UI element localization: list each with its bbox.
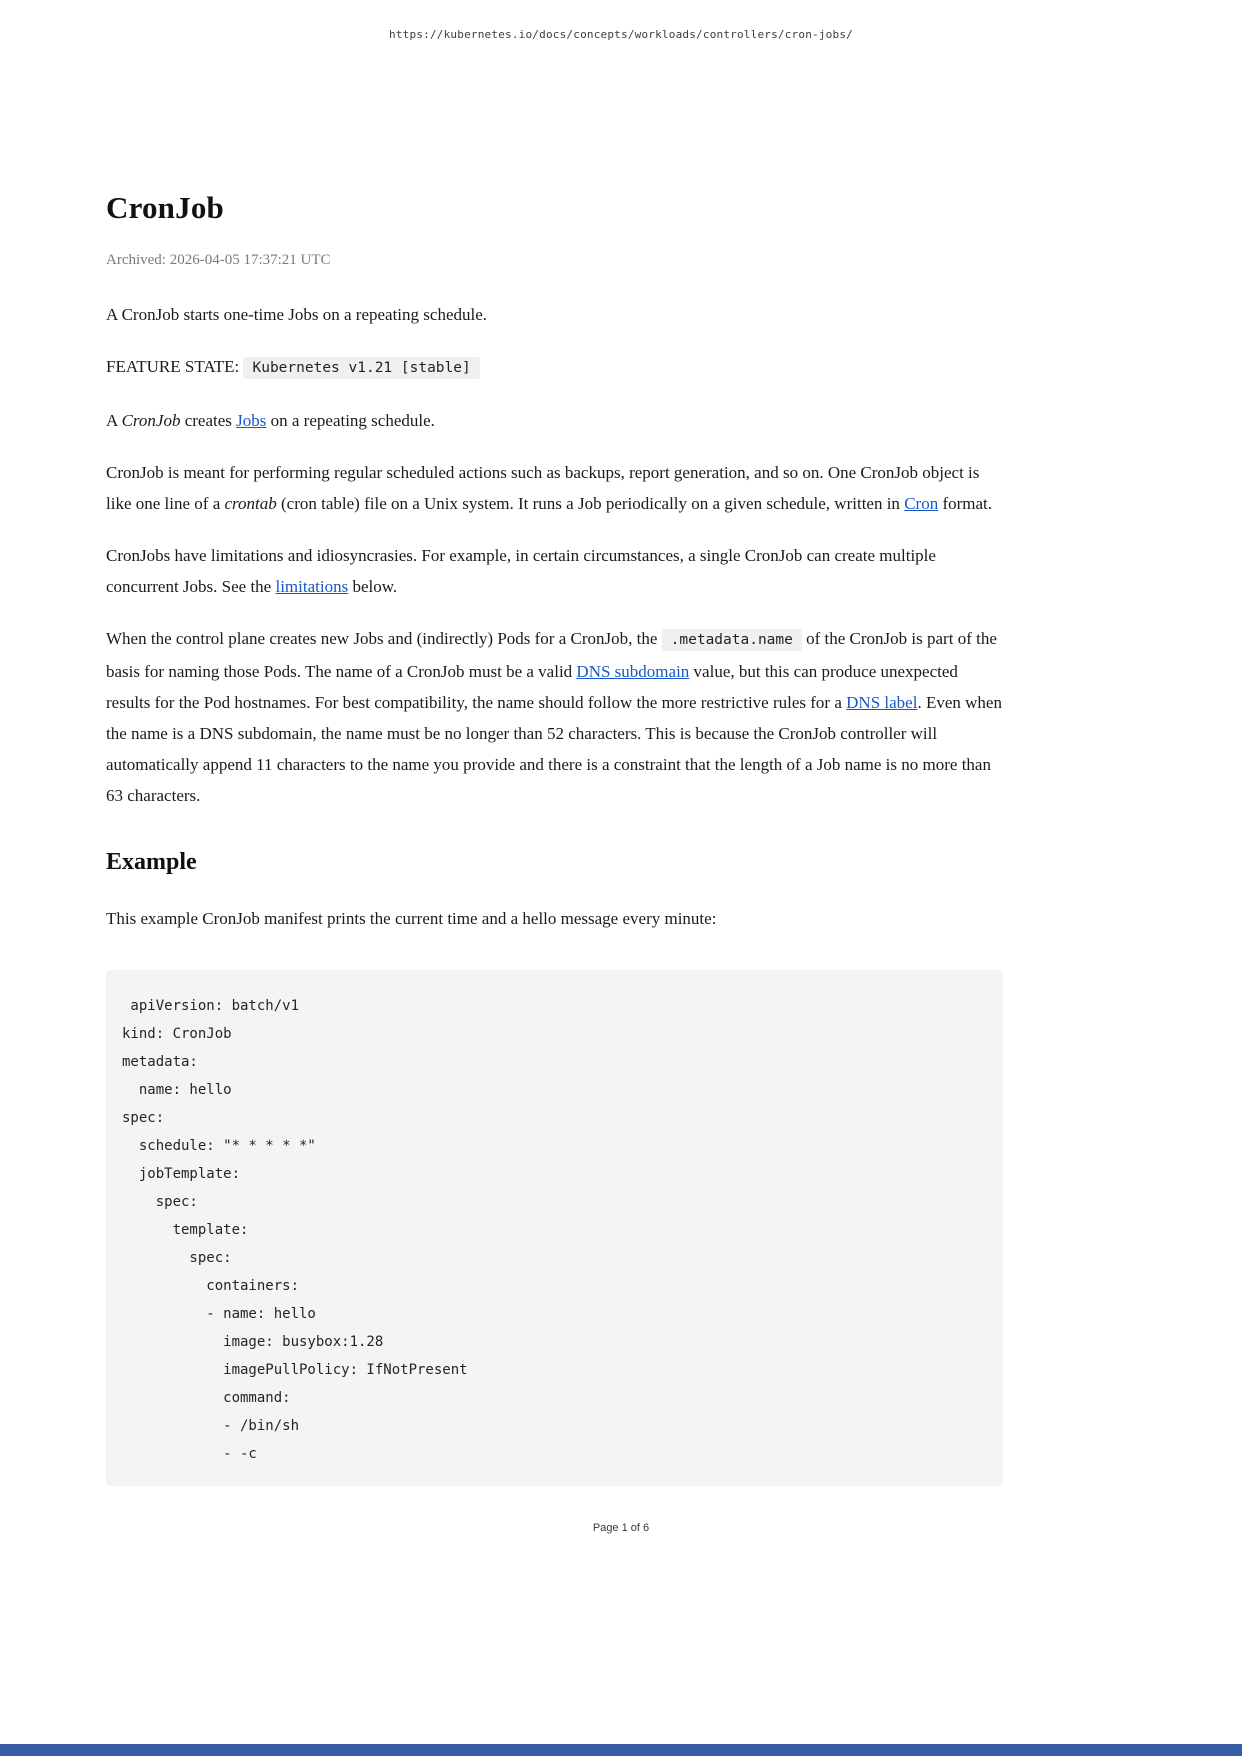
paragraph-naming	[106, 623, 1003, 811]
text-run: value, but this can produce unexpected results for the Pod hostnames. For best compatibility, the name should follow the more restrictive rules for a	[106, 662, 958, 712]
feature-state-badge: Kubernetes v1.21 [stable]	[243, 357, 479, 379]
dns-subdomain-link[interactable]: DNS subdomain	[576, 662, 690, 681]
code-line: apiVersion: batch/v1	[122, 998, 300, 1014]
example-intro-paragraph: This example CronJob manifest prints the current time and a hello message every minute:	[106, 909, 717, 928]
code-line: image: busybox:1.28	[122, 1334, 384, 1350]
next-page-header-strip	[0, 1744, 1242, 1756]
code-line: - /bin/sh	[122, 1418, 300, 1434]
paragraph-meant	[106, 457, 1003, 519]
text-run: CronJob is meant for performing regular scheduled actions such as backups, report generation, and so on. One CronJob object is like one line of a	[106, 463, 980, 513]
cronjob-emphasis: CronJob	[121, 411, 181, 430]
text-run: (cron table) file on a Unix system. It runs a Job periodically on a given schedule, written in	[276, 494, 905, 513]
code-line: template:	[122, 1222, 249, 1238]
print-header-url: https://kubernetes.io/docs/concepts/workloads/controllers/cron-jobs/	[389, 28, 853, 41]
code-line: containers:	[122, 1278, 300, 1294]
code-line: name: hello	[122, 1082, 232, 1098]
code-line: command:	[122, 1390, 291, 1406]
document-content	[106, 0, 1003, 1486]
text-run: A	[106, 411, 122, 430]
text-run: format.	[938, 494, 993, 513]
paragraph-limitations	[106, 540, 1003, 602]
yaml-code-block	[106, 970, 1003, 1486]
page-title: CronJob	[106, 190, 224, 225]
code-line: spec:	[122, 1110, 165, 1126]
text-run: CronJobs have limitations and idiosyncrasies. For example, in certain circumstances, a single CronJob can create multiple concurrent Jobs. See the	[106, 546, 936, 596]
feature-state-line	[106, 351, 1003, 384]
text-run: on a repeating schedule.	[266, 411, 435, 430]
code-line: - name: hello	[122, 1306, 316, 1322]
feature-state-label: FEATURE STATE:	[106, 357, 240, 376]
intro-paragraph: A CronJob starts one-time Jobs on a repeating schedule.	[106, 305, 488, 324]
code-line: - -c	[122, 1446, 257, 1462]
text-run: When the control plane creates new Jobs and (indirectly) Pods for a CronJob, the	[106, 629, 662, 648]
limitations-link[interactable]: limitations	[275, 577, 349, 596]
code-line: schedule: "* * * * *"	[122, 1138, 316, 1154]
text-run: below.	[348, 577, 398, 596]
code-line: metadata:	[122, 1054, 198, 1070]
text-run: of the CronJob is part of the basis for naming those Pods. The name of a CronJob must be a valid	[106, 629, 997, 681]
crontab-emphasis: crontab	[224, 494, 277, 513]
code-line: kind: CronJob	[122, 1026, 232, 1042]
archived-timestamp: Archived: 2026-04-05 17:37:21 UTC	[106, 252, 331, 268]
page-number: Page 1 of 6	[592, 1522, 650, 1534]
code-line: jobTemplate:	[122, 1166, 241, 1182]
text-run: . Even when the name is a DNS subdomain, the name must be no longer than 52 characters. This is because the CronJob controller will automatically append 11 characters to the name you provide and there is a constraint that the length of a Job name is no more than 63 characters.	[106, 693, 1002, 805]
cron-link[interactable]: Cron	[904, 494, 939, 513]
code-line: spec:	[122, 1194, 198, 1210]
jobs-link[interactable]: Jobs	[236, 411, 267, 430]
paragraph-creates	[106, 405, 1003, 436]
dns-label-link[interactable]: DNS label	[846, 693, 918, 712]
metadata-name-code: .metadata.name	[662, 629, 802, 651]
code-line: imagePullPolicy: IfNotPresent	[122, 1362, 468, 1378]
example-heading: Example	[106, 849, 197, 875]
code-line: spec:	[122, 1250, 232, 1266]
text-run: creates	[180, 411, 237, 430]
